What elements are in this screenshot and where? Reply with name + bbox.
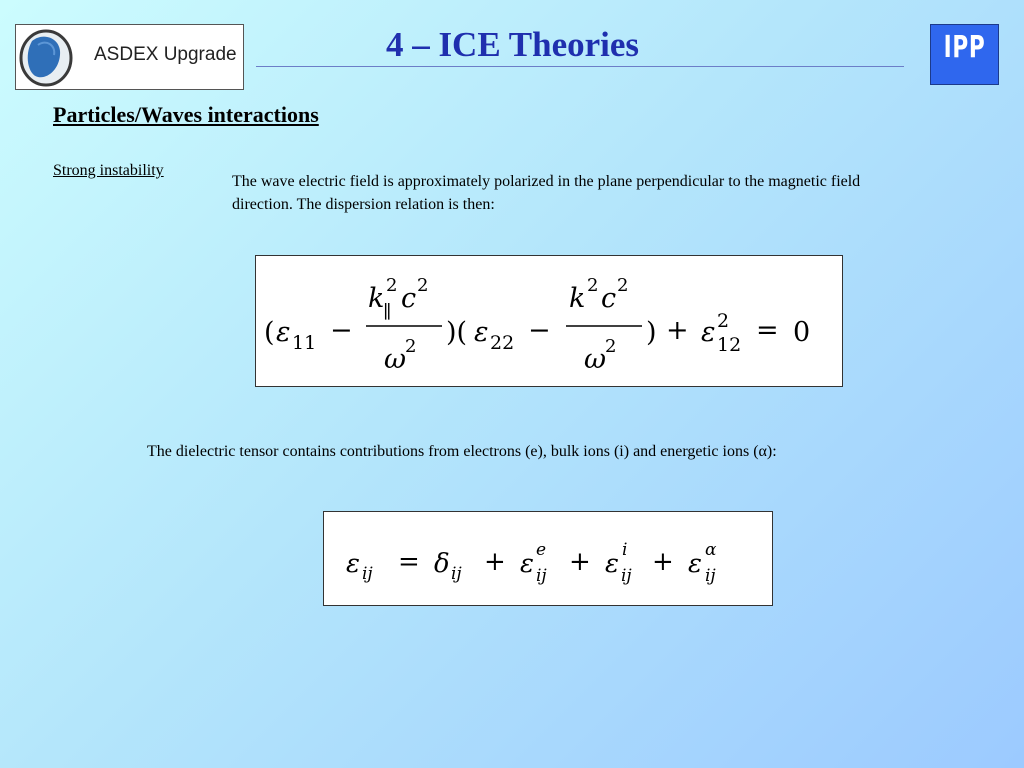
wave-field-paragraph: The wave electric field is approximately polarized in the plane perpendicular to the magnetic field direction. The dispersion relation is then:	[232, 173, 861, 213]
svg-text:ε: ε	[605, 549, 619, 579]
svg-text:k: k	[368, 283, 385, 314]
slide-title: 4 – ICE Theories	[385, 25, 640, 64]
svg-text:δ: δ	[434, 549, 450, 579]
svg-text:+: +	[569, 547, 591, 577]
svg-text:): )	[646, 317, 657, 348]
svg-text:+: +	[652, 547, 674, 577]
svg-text:i: i	[622, 540, 628, 560]
asdex-upgrade-logo	[15, 24, 244, 90]
svg-text:0: 0	[793, 317, 811, 348]
svg-text:12: 12	[717, 334, 742, 356]
svg-text:e: e	[536, 540, 547, 560]
svg-text:ij: ij	[621, 566, 632, 586]
svg-text:2: 2	[717, 310, 730, 332]
svg-text:)(: )(	[446, 317, 468, 348]
strong-instability-label: Strong instability	[53, 162, 164, 179]
svg-text:+: +	[666, 315, 689, 346]
svg-text:ω: ω	[384, 344, 407, 375]
svg-text:2: 2	[405, 336, 417, 357]
dielectric-tensor-paragraph: The dielectric tensor contains contributions from electrons (e), bulk ions (i) and energetic ions (α):	[147, 443, 777, 460]
svg-text:2: 2	[386, 275, 398, 296]
svg-text:(: (	[264, 317, 275, 348]
svg-text:=: =	[756, 315, 779, 346]
svg-text:k: k	[569, 283, 586, 314]
asdex-torus-icon	[18, 29, 74, 87]
svg-text:2: 2	[587, 275, 599, 296]
svg-text:11: 11	[292, 332, 317, 354]
svg-text:22: 22	[490, 332, 515, 354]
svg-text:ε: ε	[276, 317, 291, 348]
svg-text:ij: ij	[705, 566, 716, 586]
svg-text:ij: ij	[536, 566, 547, 586]
svg-text:−: −	[528, 315, 551, 346]
svg-text:∥: ∥	[383, 302, 392, 323]
svg-text:c: c	[601, 283, 617, 314]
svg-text:+: +	[484, 547, 506, 577]
svg-text:ε: ε	[520, 549, 534, 579]
svg-text:2: 2	[617, 275, 629, 296]
svg-text:c: c	[401, 283, 417, 314]
svg-text:ij: ij	[362, 564, 373, 584]
svg-text:2: 2	[605, 336, 617, 357]
dielectric-tensor-equation	[323, 511, 773, 606]
dispersion-relation-equation	[255, 255, 843, 387]
svg-text:=: =	[398, 547, 420, 577]
ipp-logo	[930, 24, 999, 85]
svg-text:ε: ε	[688, 549, 702, 579]
ipp-logo-text: IPP	[943, 30, 986, 65]
svg-text:ε: ε	[474, 317, 489, 348]
svg-text:ij: ij	[451, 564, 462, 584]
title-underline-rule	[256, 66, 904, 67]
svg-text:ε: ε	[346, 549, 360, 579]
svg-text:2: 2	[417, 275, 429, 296]
svg-text:−: −	[330, 315, 353, 346]
section-heading: Particles/Waves interactions	[53, 102, 319, 127]
dispersion-relation-formula	[256, 256, 842, 386]
dielectric-tensor-formula	[324, 512, 772, 605]
svg-text:ε: ε	[701, 317, 716, 348]
svg-text:α: α	[705, 540, 717, 560]
svg-text:ω: ω	[584, 344, 607, 375]
logo-text: ASDEX Upgrade	[94, 44, 237, 65]
